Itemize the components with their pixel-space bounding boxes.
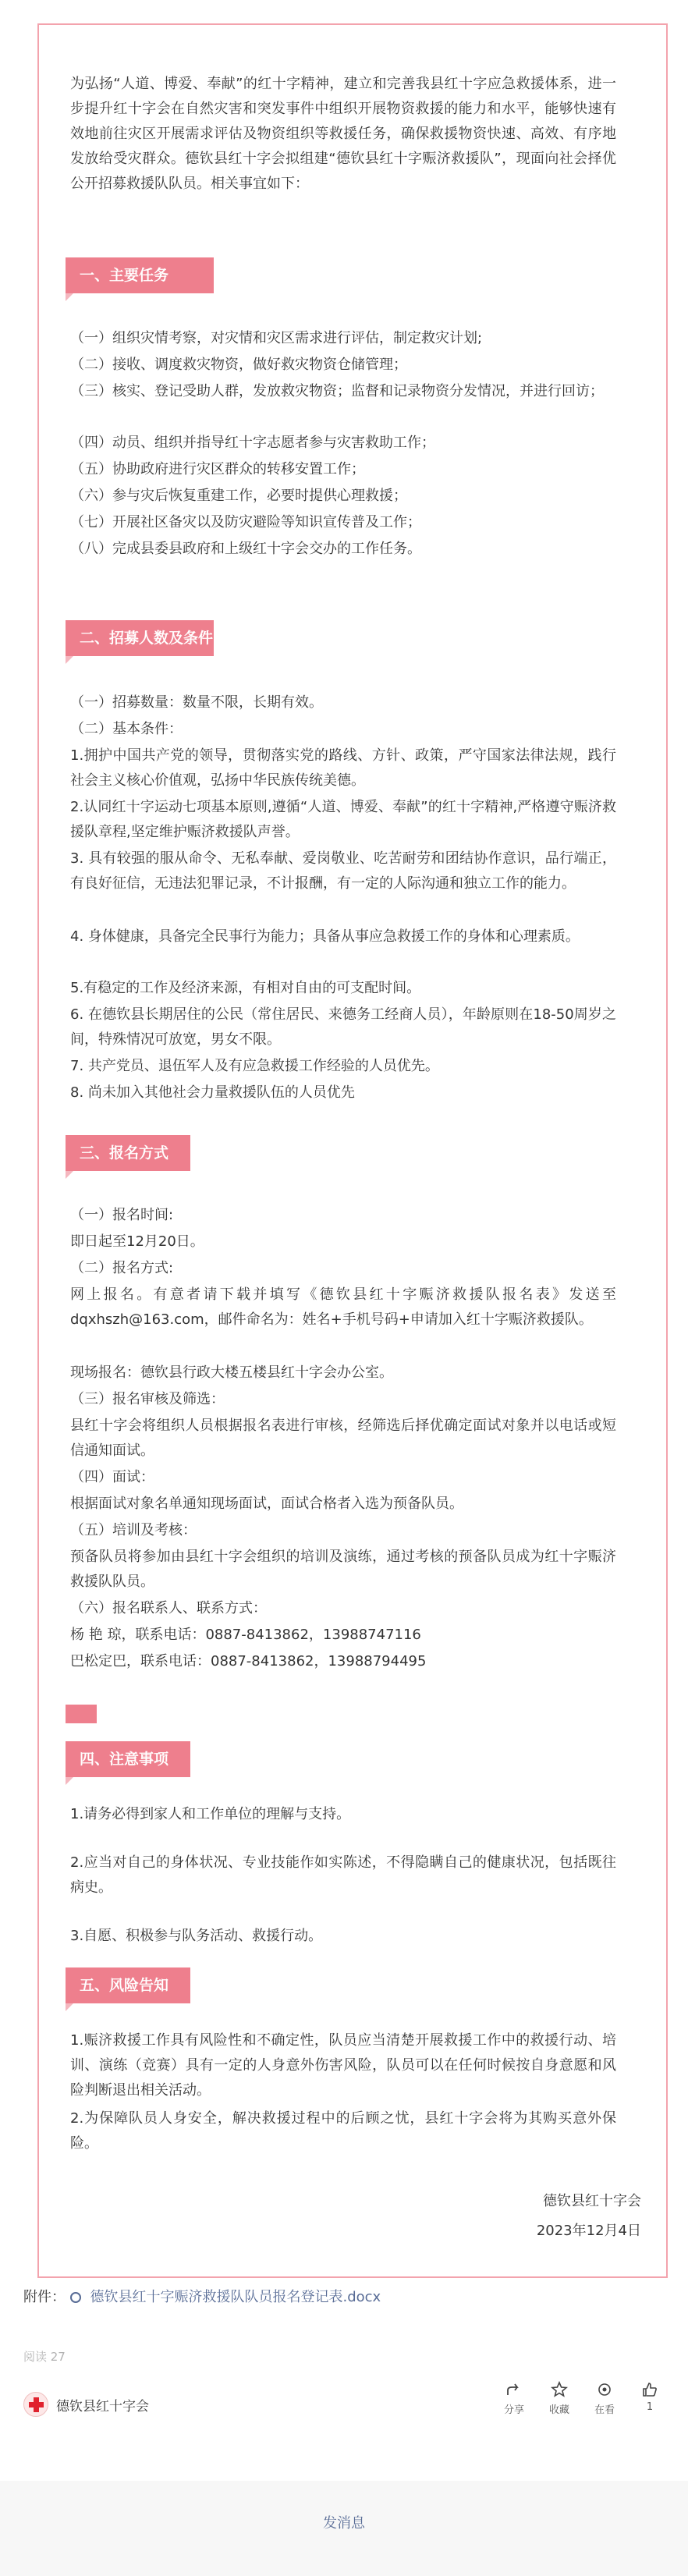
section-tail-decoration	[66, 293, 73, 301]
share-label: 分享	[503, 2404, 524, 2416]
registration-line: （五）培训及考核：	[70, 1522, 197, 1538]
registration-line: 县红十字会将组织人员根据报名表进行审核，经筛选后择优确定面试对象并以电话或短信通知面试。	[70, 1418, 616, 1459]
section-tail-decoration	[66, 2003, 73, 2011]
registration-line: （四）面试：	[70, 1469, 154, 1485]
section-header-notes	[66, 1741, 237, 1782]
task-item: （六）参与灾后恢复重建工作，必要时提供心理救援；	[70, 488, 407, 504]
read-count: 阅读 27	[23, 2350, 66, 2364]
section-title: 四、注意事项	[66, 1741, 190, 1777]
eye-icon	[582, 2381, 627, 2401]
section-header-registration	[66, 1135, 237, 1176]
share-icon	[491, 2381, 537, 2401]
registration-line: 预备队员将参加由县红十字会组织的培训及演练，通过考核的预备队员成为红十字赈济救援队队员。	[70, 1549, 616, 1590]
condition-item: 1.拥护中国共产党的领导，贯彻落实党的路线、方针、政策，严守国家法律法规，践行社会主义核心价值观，弘扬中华民族传统美德。	[70, 747, 616, 789]
condition-item: 2.认同红十字运动七项基本原则,遵循“人道、博爱、奉献”的红十字精神,严格遵守赈济救援队章程,坚定维护赈济救援队声誉。	[70, 799, 616, 840]
section-title: 一、主要任务	[66, 257, 214, 293]
section-title: 二、招募人数及条件	[66, 620, 214, 656]
contact-line: 杨 艳 琼，联系电话：0887-8413862，13988747116	[70, 1627, 421, 1643]
section-header-risk	[66, 1967, 237, 2008]
registration-line: 网上报名。有意者请下载并填写《德钦县红十字赈济救援队报名表》发送至dqxhszh@163.com，邮件命名为：姓名+手机号码+申请加入红十字赈济救援队。	[70, 1286, 616, 1328]
favorite-label: 收藏	[548, 2404, 569, 2416]
registration-line: （三）报名审核及筛选：	[70, 1391, 225, 1407]
task-item: （八）完成县委县政府和上级红十字会交办的工作任务。	[70, 541, 421, 557]
task-item: （五）协助政府进行灾区群众的转移安置工作；	[70, 461, 365, 477]
looking-button[interactable]	[582, 2381, 627, 2416]
share-button[interactable]	[491, 2381, 537, 2416]
looking-label: 在看	[594, 2404, 615, 2416]
attachment-icon	[70, 2292, 81, 2303]
section-title: 五、风险告知	[66, 1967, 190, 2003]
account-name: 德钦县红十字会	[56, 2398, 149, 2415]
attachment-label: 附件：	[23, 2289, 66, 2305]
condition-item: 3. 具有较强的服从命令、无私奉献、爱岗敬业、吃苦耐劳和团结协作意识，品行端正，有良好征信，无违法犯罪记录，不计报酬，有一定的人际沟通和独立工作的能力。	[70, 850, 616, 892]
condition-item: 8. 尚未加入其他社会力量救援队伍的人员优先	[70, 1084, 355, 1101]
task-item: （七）开展社区备灾以及防灾避险等知识宣传普及工作；	[70, 514, 421, 530]
task-item: （四）动员、组织并指导红十字志愿者参与灾害救助工作；	[70, 435, 435, 451]
basic-conditions-label: （二）基本条件：	[70, 721, 183, 737]
star-icon	[537, 2381, 582, 2401]
attachment-row	[23, 2286, 381, 2306]
contact-line: 巴松定巴，联系电话：0887-8413862，13988794495	[70, 1653, 427, 1669]
favorite-button[interactable]	[537, 2381, 582, 2416]
like-count: 1	[646, 2401, 654, 2413]
section-header-tasks	[66, 257, 237, 298]
registration-line: 根据面试对象名单通知现场面试，面试合格者入选为预备队员。	[70, 1496, 463, 1512]
section-tail-decoration	[66, 1171, 73, 1179]
note-item: 1.请务必得到家人和工作单位的理解与支持。	[70, 1806, 351, 1822]
send-message-button[interactable]: 发消息	[323, 2515, 365, 2532]
signature-org: 德钦县红十字会	[543, 2193, 641, 2209]
risk-item: 1.赈济救援工作具有风险性和不确定性，队员应当清楚开展救援工作中的救援行动、培训、演练（竞赛）具有一定的人身意外伤害风险，队员可以在任何时候按自身意愿和风险判断退出相关活动。	[70, 2032, 616, 2099]
article-actions	[491, 2381, 672, 2416]
note-item: 2.应当对自己的身体状况、专业技能作如实陈述，不得隐瞒自己的健康状况，包括既往病史。	[70, 1854, 616, 1896]
section-tail-decoration	[66, 656, 73, 664]
condition-item: 4. 身体健康，具备完全民事行为能力；具备从事应急救援工作的身体和心理素质。	[70, 928, 580, 945]
attachment-link[interactable]: 德钦县红十字赈济救援队队员报名登记表.docx	[90, 2289, 381, 2305]
intro-paragraph: 为弘扬“人道、博爱、奉献”的红十字精神，建立和完善我县红十字应急救援体系，进一步提升红十字会在自然灾害和突发事件中组织开展物资救援的能力和水平，能够快速有效地前往灾区开展需求评估及物资组织等救援任务，确保救援物资快速、高效、有序地发放给受灾群众。德钦县红十字会拟组建“德钦县红十字赈济救援队”，现面向社会择优公开招募救援队队员。相关事宜如下：	[70, 76, 616, 192]
like-button[interactable]	[627, 2381, 672, 2416]
registration-line: （六）报名联系人、联系方式：	[70, 1600, 267, 1616]
recruit-count: （一）招募数量：数量不限，长期有效。	[70, 694, 323, 711]
section-header-recruitment	[66, 620, 237, 661]
condition-item: 7. 共产党员、退伍军人及有应急救援工作经验的人员优先。	[70, 1058, 439, 1074]
registration-line: 现场报名：德钦县行政大楼五楼县红十字会办公室。	[70, 1364, 393, 1381]
risk-item: 2.为保障队员人身安全，解决救援过程中的后顾之忧，县红十字会将为其购买意外保险。	[70, 2110, 616, 2152]
registration-line: （二）报名方式:	[70, 1260, 174, 1276]
note-item: 3.自愿、积极参与队务活动、救援行动。	[70, 1928, 323, 1944]
task-item: （二）接收、调度救灾物资，做好救灾物资仓储管理；	[70, 357, 407, 373]
condition-item: 5.有稳定的工作及经济来源，有相对自由的可支配时间。	[70, 980, 421, 996]
registration-line: 即日起至12月20日。	[70, 1233, 204, 1250]
thumb-up-icon	[627, 2381, 672, 2401]
section-title: 三、报名方式	[66, 1135, 190, 1171]
comment-bar	[0, 2481, 688, 2576]
account-info[interactable]	[23, 2391, 149, 2418]
condition-item: 6. 在德钦县长期居住的公民（常住居民、来德务工经商人员），年龄原则在18-50周岁之间，特殊情况可放宽，男女不限。	[70, 1006, 616, 1048]
task-item: （三）核实、登记受助人群，发放救灾物资；监督和记录物资分发情况，并进行回访；	[70, 383, 604, 399]
registration-line: （一）报名时间:	[70, 1207, 174, 1223]
red-cross-logo-icon	[23, 2392, 48, 2417]
pink-square-decoration	[66, 1705, 97, 1723]
section-tail-decoration	[66, 1777, 73, 1785]
signature-date: 2023年12月4日	[536, 2223, 641, 2239]
task-item: （一）组织灾情考察，对灾情和灾区需求进行评估，制定救灾计划;	[70, 330, 483, 346]
